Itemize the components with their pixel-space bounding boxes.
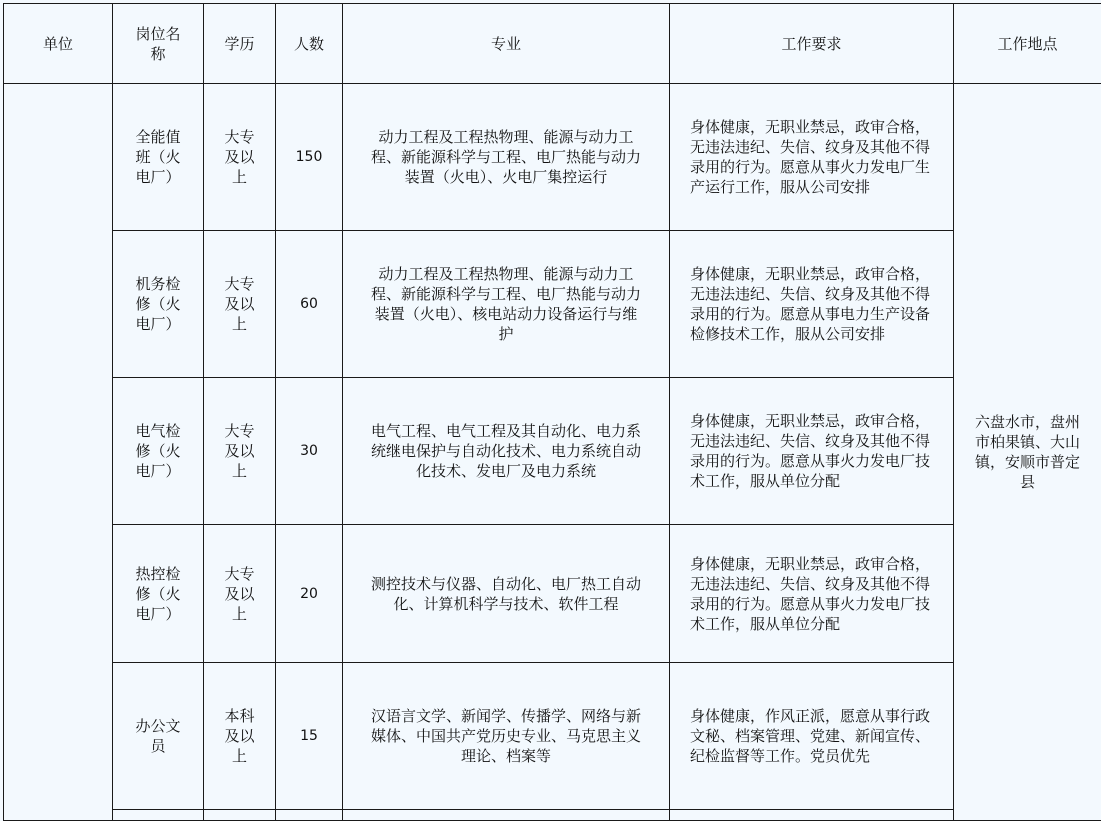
requirements-cell: 身体健康，无职业禁忌，政审合格，无违法违纪、失信、纹身及其他不得录用的行为。愿意从事电力生产设备检修技术工作，服从公司安排 [670, 231, 954, 378]
major-cell: 测控技术与仪器、自动化、电厂热工自动化、计算机科学与技术、软件工程 [343, 525, 670, 663]
count-cell: 20 [276, 525, 343, 663]
position-cell: 全能值班（火电厂） [113, 84, 204, 231]
header-count: 人数 [276, 4, 343, 84]
header-location: 工作地点 [954, 4, 1101, 84]
education-cell: 大专及以上 [204, 525, 276, 663]
position-cell: 热控检修（火电厂） [113, 525, 204, 663]
position-cell: 机务检修（火电厂） [113, 231, 204, 378]
count-cell [276, 810, 343, 821]
table-row [4, 84, 1101, 231]
count-cell: 60 [276, 231, 343, 378]
position-cell [113, 810, 204, 821]
education-cell: 大专及以上 [204, 378, 276, 525]
position-cell: 电气检修（火电厂） [113, 378, 204, 525]
header-row [4, 4, 1101, 84]
header-position: 岗位名称 [113, 4, 204, 84]
table-row [4, 525, 1101, 663]
major-cell: 动力工程及工程热物理、能源与动力工程、新能源科学与工程、电厂热能与动力装置（火电）、核电站动力设备运行与维护 [343, 231, 670, 378]
major-cell: 汉语言文学、新闻学、传播学、网络与新媒体、中国共产党历史专业、马克思主义理论、档案等 [343, 663, 670, 810]
count-cell: 150 [276, 84, 343, 231]
table-row-partial [4, 810, 1101, 821]
table-row [4, 663, 1101, 810]
header-requirements: 工作要求 [670, 4, 954, 84]
education-cell [204, 810, 276, 821]
header-major: 专业 [343, 4, 670, 84]
requirements-cell [670, 810, 954, 821]
education-cell: 本科及以上 [204, 663, 276, 810]
header-unit: 单位 [4, 4, 113, 84]
count-cell: 15 [276, 663, 343, 810]
count-cell: 30 [276, 378, 343, 525]
requirements-cell: 身体健康，无职业禁忌，政审合格，无违法违纪、失信、纹身及其他不得录用的行为。愿意从事火力发电厂技术工作，服从单位分配 [670, 525, 954, 663]
major-cell [343, 810, 670, 821]
requirements-cell: 身体健康，作风正派，愿意从事行政文秘、档案管理、党建、新闻宣传、纪检监督等工作。党员优先 [670, 663, 954, 810]
requirements-cell: 身体健康，无职业禁忌，政审合格，无违法违纪、失信、纹身及其他不得录用的行为。愿意从事火力发电厂生产运行工作，服从公司安排 [670, 84, 954, 231]
table-row [4, 231, 1101, 378]
table-row [4, 378, 1101, 525]
recruitment-table [3, 3, 1101, 821]
header-education: 学历 [204, 4, 276, 84]
education-cell: 大专及以上 [204, 231, 276, 378]
education-cell: 大专及以上 [204, 84, 276, 231]
location-cell: 六盘水市，盘州市柏果镇、大山镇，安顺市普定县 [954, 84, 1101, 821]
major-cell: 动力工程及工程热物理、能源与动力工程、新能源科学与工程、电厂热能与动力装置（火电）、火电厂集控运行 [343, 84, 670, 231]
position-cell: 办公文员 [113, 663, 204, 810]
unit-cell [4, 84, 113, 821]
major-cell: 电气工程、电气工程及其自动化、电力系统继电保护与自动化技术、电力系统自动化技术、发电厂及电力系统 [343, 378, 670, 525]
requirements-cell: 身体健康，无职业禁忌，政审合格，无违法违纪、失信、纹身及其他不得录用的行为。愿意从事火力发电厂技术工作，服从单位分配 [670, 378, 954, 525]
